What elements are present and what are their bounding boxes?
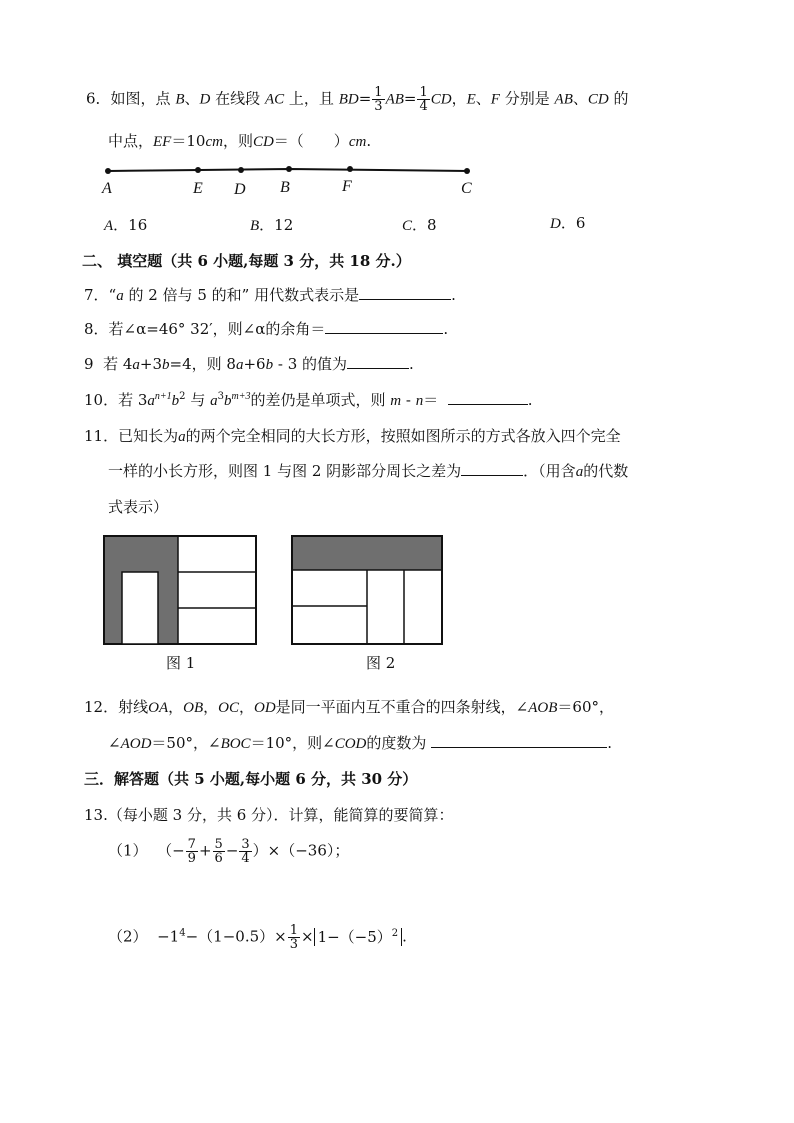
frac-num: 3 [241, 837, 250, 852]
option-letter: B [250, 218, 260, 234]
q11-figure-2 [290, 534, 446, 648]
q11-text: 一样的小长方形，则图 1 与图 2 阴影部分周长之差为 [108, 462, 462, 480]
q6-var: AB [554, 91, 573, 108]
q6-option-a [104, 214, 147, 235]
q12-number: 12． [84, 698, 119, 716]
q13-exponent: 4 [179, 927, 186, 939]
q10-var: b [171, 393, 180, 409]
q11-text: 式表示） [108, 498, 169, 516]
q6-var: CD [252, 134, 274, 150]
q9-var: a [132, 357, 140, 373]
q13-expr: （− [157, 841, 185, 860]
q12-text: ＝10°，则∠ [250, 734, 335, 752]
q10-var: m [390, 393, 402, 409]
q10-text: . [527, 391, 533, 409]
q12-var: COD [334, 736, 367, 752]
q12-text: ＝50°，∠ [151, 734, 221, 752]
q10-exponent: n+1 [154, 391, 172, 402]
q11-text: 的代数 [583, 462, 629, 480]
q13-expr: 1−（−5） [317, 927, 392, 946]
fraction-5-6 [213, 838, 225, 865]
fig1-small-rect-vertical [122, 572, 158, 644]
q6-var: BD [338, 91, 359, 108]
q12-var: OC [218, 700, 239, 716]
frac-den: 9 [187, 851, 196, 866]
q13-text: （每小题 3 分，共 6 分）．计算，能简算的要简算： [107, 806, 454, 824]
q9-text: +6 [243, 355, 266, 373]
q11-figure-1-caption: 图 1 [166, 654, 196, 672]
section-3-title: 三．解答题（共 5 小题,每小题 6 分，共 30 分） [84, 770, 418, 788]
q11-var: a [178, 429, 186, 445]
q12-text: ， [203, 698, 219, 716]
point-e [195, 167, 201, 173]
label-a: A [102, 180, 112, 197]
q11-figure-1 [102, 534, 262, 648]
q6-var: E [466, 91, 476, 108]
q6-var: EF [153, 134, 172, 150]
point-f [347, 166, 353, 172]
q7 [84, 284, 456, 305]
q6-text: 、 [475, 89, 491, 108]
option-text: ．6 [560, 214, 586, 232]
q13-part-2 [108, 924, 407, 951]
option-letter: A [104, 218, 114, 234]
q10-text: ＝ [423, 391, 439, 409]
q12-answer-blank[interactable] [431, 747, 607, 748]
q12-text: ， [168, 698, 184, 716]
fraction-3-4 [239, 838, 251, 865]
q6-text: 分别是 [504, 89, 550, 108]
q9-text: . [409, 355, 414, 373]
option-text: ．8 [412, 216, 437, 234]
q8 [84, 318, 448, 339]
q6-line1 [86, 86, 629, 113]
q9-text: +3 [139, 355, 163, 373]
q6-var: AC [264, 91, 285, 108]
q12-text: 射线 [118, 698, 149, 716]
q8-answer-blank[interactable] [325, 333, 443, 334]
label-e: E [193, 180, 203, 197]
q6-text: 在线段 [215, 89, 261, 108]
q13-expr: × [300, 927, 314, 946]
option-text: ．16 [113, 216, 148, 234]
q10-var: b [223, 393, 232, 409]
q6-number: 6． [86, 89, 111, 108]
q13-expr: −（1−0.5）× [185, 927, 287, 946]
q6-var: CD [587, 91, 609, 108]
q13-part-label: （2） [108, 927, 148, 946]
q10-var: a [210, 393, 218, 409]
q6-text: . [366, 132, 372, 150]
point-b [286, 166, 292, 172]
q7-number: 7． [84, 286, 109, 304]
q13-intro [84, 804, 454, 825]
q13-expr: −1 [157, 927, 180, 946]
label-d: D [234, 181, 246, 198]
q11-figure-2-caption: 图 2 [366, 654, 396, 672]
q11-line1 [84, 425, 621, 446]
q6-option-b [250, 214, 293, 235]
q12-var: AOB [528, 700, 558, 716]
frac-den: 3 [374, 99, 383, 114]
option-letter: C [402, 218, 413, 234]
q10-text: 的差仍是单项式，则 [250, 391, 391, 409]
point-a [105, 168, 111, 174]
q9-text: =4，则 8 [169, 355, 236, 373]
q10-var: n [415, 393, 424, 409]
q7-answer-blank[interactable] [359, 299, 451, 300]
frac-den: 6 [214, 851, 223, 866]
option-text: ．12 [259, 216, 294, 234]
q13-number: 13. [84, 806, 108, 824]
q7-text: “ [108, 286, 117, 304]
q10-text: 与 [190, 391, 211, 409]
q10-exponent: 2 [179, 391, 186, 402]
q8-number: 8． [84, 320, 109, 338]
q6-text: ＝10 [171, 132, 206, 150]
q12-var: OA [148, 700, 169, 716]
q6-segment-figure [0, 158, 794, 218]
q6-var: CD [430, 91, 452, 108]
frac-num: 1 [374, 85, 383, 100]
q12-text: . [607, 734, 612, 752]
q6-var: D [199, 91, 211, 108]
q13-expr: + [198, 841, 212, 860]
q6-var: B [175, 91, 185, 108]
q9-var: b [265, 357, 274, 373]
fraction-1-3 [288, 924, 300, 951]
q12-text: ， [238, 698, 254, 716]
frac-den: 3 [289, 937, 298, 952]
q6-text: 、 [184, 89, 200, 108]
q11-answer-blank[interactable] [461, 475, 523, 476]
fraction-7-9 [186, 838, 198, 865]
q7-text: . [451, 286, 456, 304]
q12-var: BOC [220, 736, 251, 752]
q12-line2 [108, 732, 612, 753]
frac-num: 1 [289, 923, 298, 938]
q9-text: - 3 的值为 [273, 355, 348, 373]
q6-text: 中点， [108, 132, 154, 150]
q6-text: ＝（ ） [273, 132, 349, 150]
label-c: C [461, 180, 472, 197]
q6-unit: cm [348, 134, 367, 150]
q6-text: 、 [572, 89, 588, 108]
q6-text: 的 [613, 89, 629, 108]
section-2-title: 二、 填空题（共 6 小题,每题 3 分，共 18 分.） [82, 252, 411, 270]
q11-text: ．（用含 [523, 462, 576, 480]
frac-num: 1 [419, 85, 428, 100]
q10-number: 10． [84, 391, 119, 409]
q12-text: 是同一平面内互不重合的四条射线，∠ [275, 698, 529, 716]
point-d [238, 167, 244, 173]
point-c [464, 168, 470, 174]
q10 [84, 389, 533, 410]
frac-den: 4 [241, 851, 250, 866]
q11-text: 的两个完全相同的大长方形，按照如图所示的方式各放入四个完全 [185, 427, 621, 445]
q6-option-d [550, 212, 585, 233]
q6-text: 如图，点 [110, 89, 171, 108]
q10-exponent: 3 [217, 391, 224, 402]
q9-answer-blank[interactable] [347, 368, 409, 369]
q10-var: a [147, 393, 155, 409]
frac-num: 5 [214, 837, 223, 852]
q11-line2 [108, 460, 628, 481]
q6-text: = [358, 89, 372, 108]
q12-text: ＝60°， [557, 698, 615, 716]
q12-text: ∠ [108, 734, 121, 752]
q6-unit: cm [205, 134, 223, 150]
q6-text: 上，且 [288, 89, 334, 108]
q11-text: 已知长为 [118, 427, 179, 445]
option-letter: D [550, 216, 561, 232]
q8-text: 若∠α=46° 32′，则∠α的余角＝ [108, 320, 326, 338]
q12-var: OD [254, 700, 276, 716]
q11-number: 11． [84, 427, 119, 445]
q13-part-1 [108, 838, 349, 865]
q7-var: a [116, 288, 124, 304]
q6-option-c [402, 214, 437, 235]
q13-part-label: （1） [108, 841, 148, 860]
q10-answer-blank[interactable] [448, 404, 528, 405]
q6-text: ， [451, 89, 467, 108]
q13-expr: . [402, 927, 407, 946]
fraction-1-4 [417, 86, 429, 113]
label-f: F [342, 178, 352, 195]
q12-line1 [84, 696, 614, 717]
q6-text: = [403, 89, 417, 108]
q13-expr: − [225, 841, 239, 860]
label-b: B [280, 179, 290, 196]
frac-num: 7 [187, 837, 196, 852]
q6-var: AB [385, 91, 404, 108]
frac-den: 4 [419, 99, 428, 114]
fig2-shaded-region [292, 536, 442, 570]
q11-var: a [575, 464, 584, 480]
q9-var: b [162, 357, 170, 373]
q10-text: 若 3 [118, 391, 148, 409]
q13-expr: ）×（−36）； [252, 841, 350, 860]
q10-text: - [401, 391, 416, 409]
q13-exponent: 2 [391, 927, 399, 939]
q11-line3 [108, 496, 168, 517]
q6-var: F [490, 91, 500, 108]
q6-line2 [108, 130, 371, 151]
q6-text: ，则 [222, 132, 253, 150]
q7-text: 的 2 倍与 5 的和” 用代数式表示是 [128, 286, 360, 304]
q9 [84, 353, 414, 374]
q10-exponent: m+3 [231, 391, 251, 402]
q12-var: AOD [120, 736, 152, 752]
q9-text: 若 4 [103, 355, 133, 373]
q9-number: 9 [84, 355, 94, 373]
q12-text: 的度数为 [366, 734, 427, 752]
q12-var: OB [183, 700, 204, 716]
absolute-value [314, 928, 403, 946]
fraction-1-3 [372, 86, 384, 113]
q8-text: . [443, 320, 449, 338]
q9-var: a [235, 357, 244, 373]
